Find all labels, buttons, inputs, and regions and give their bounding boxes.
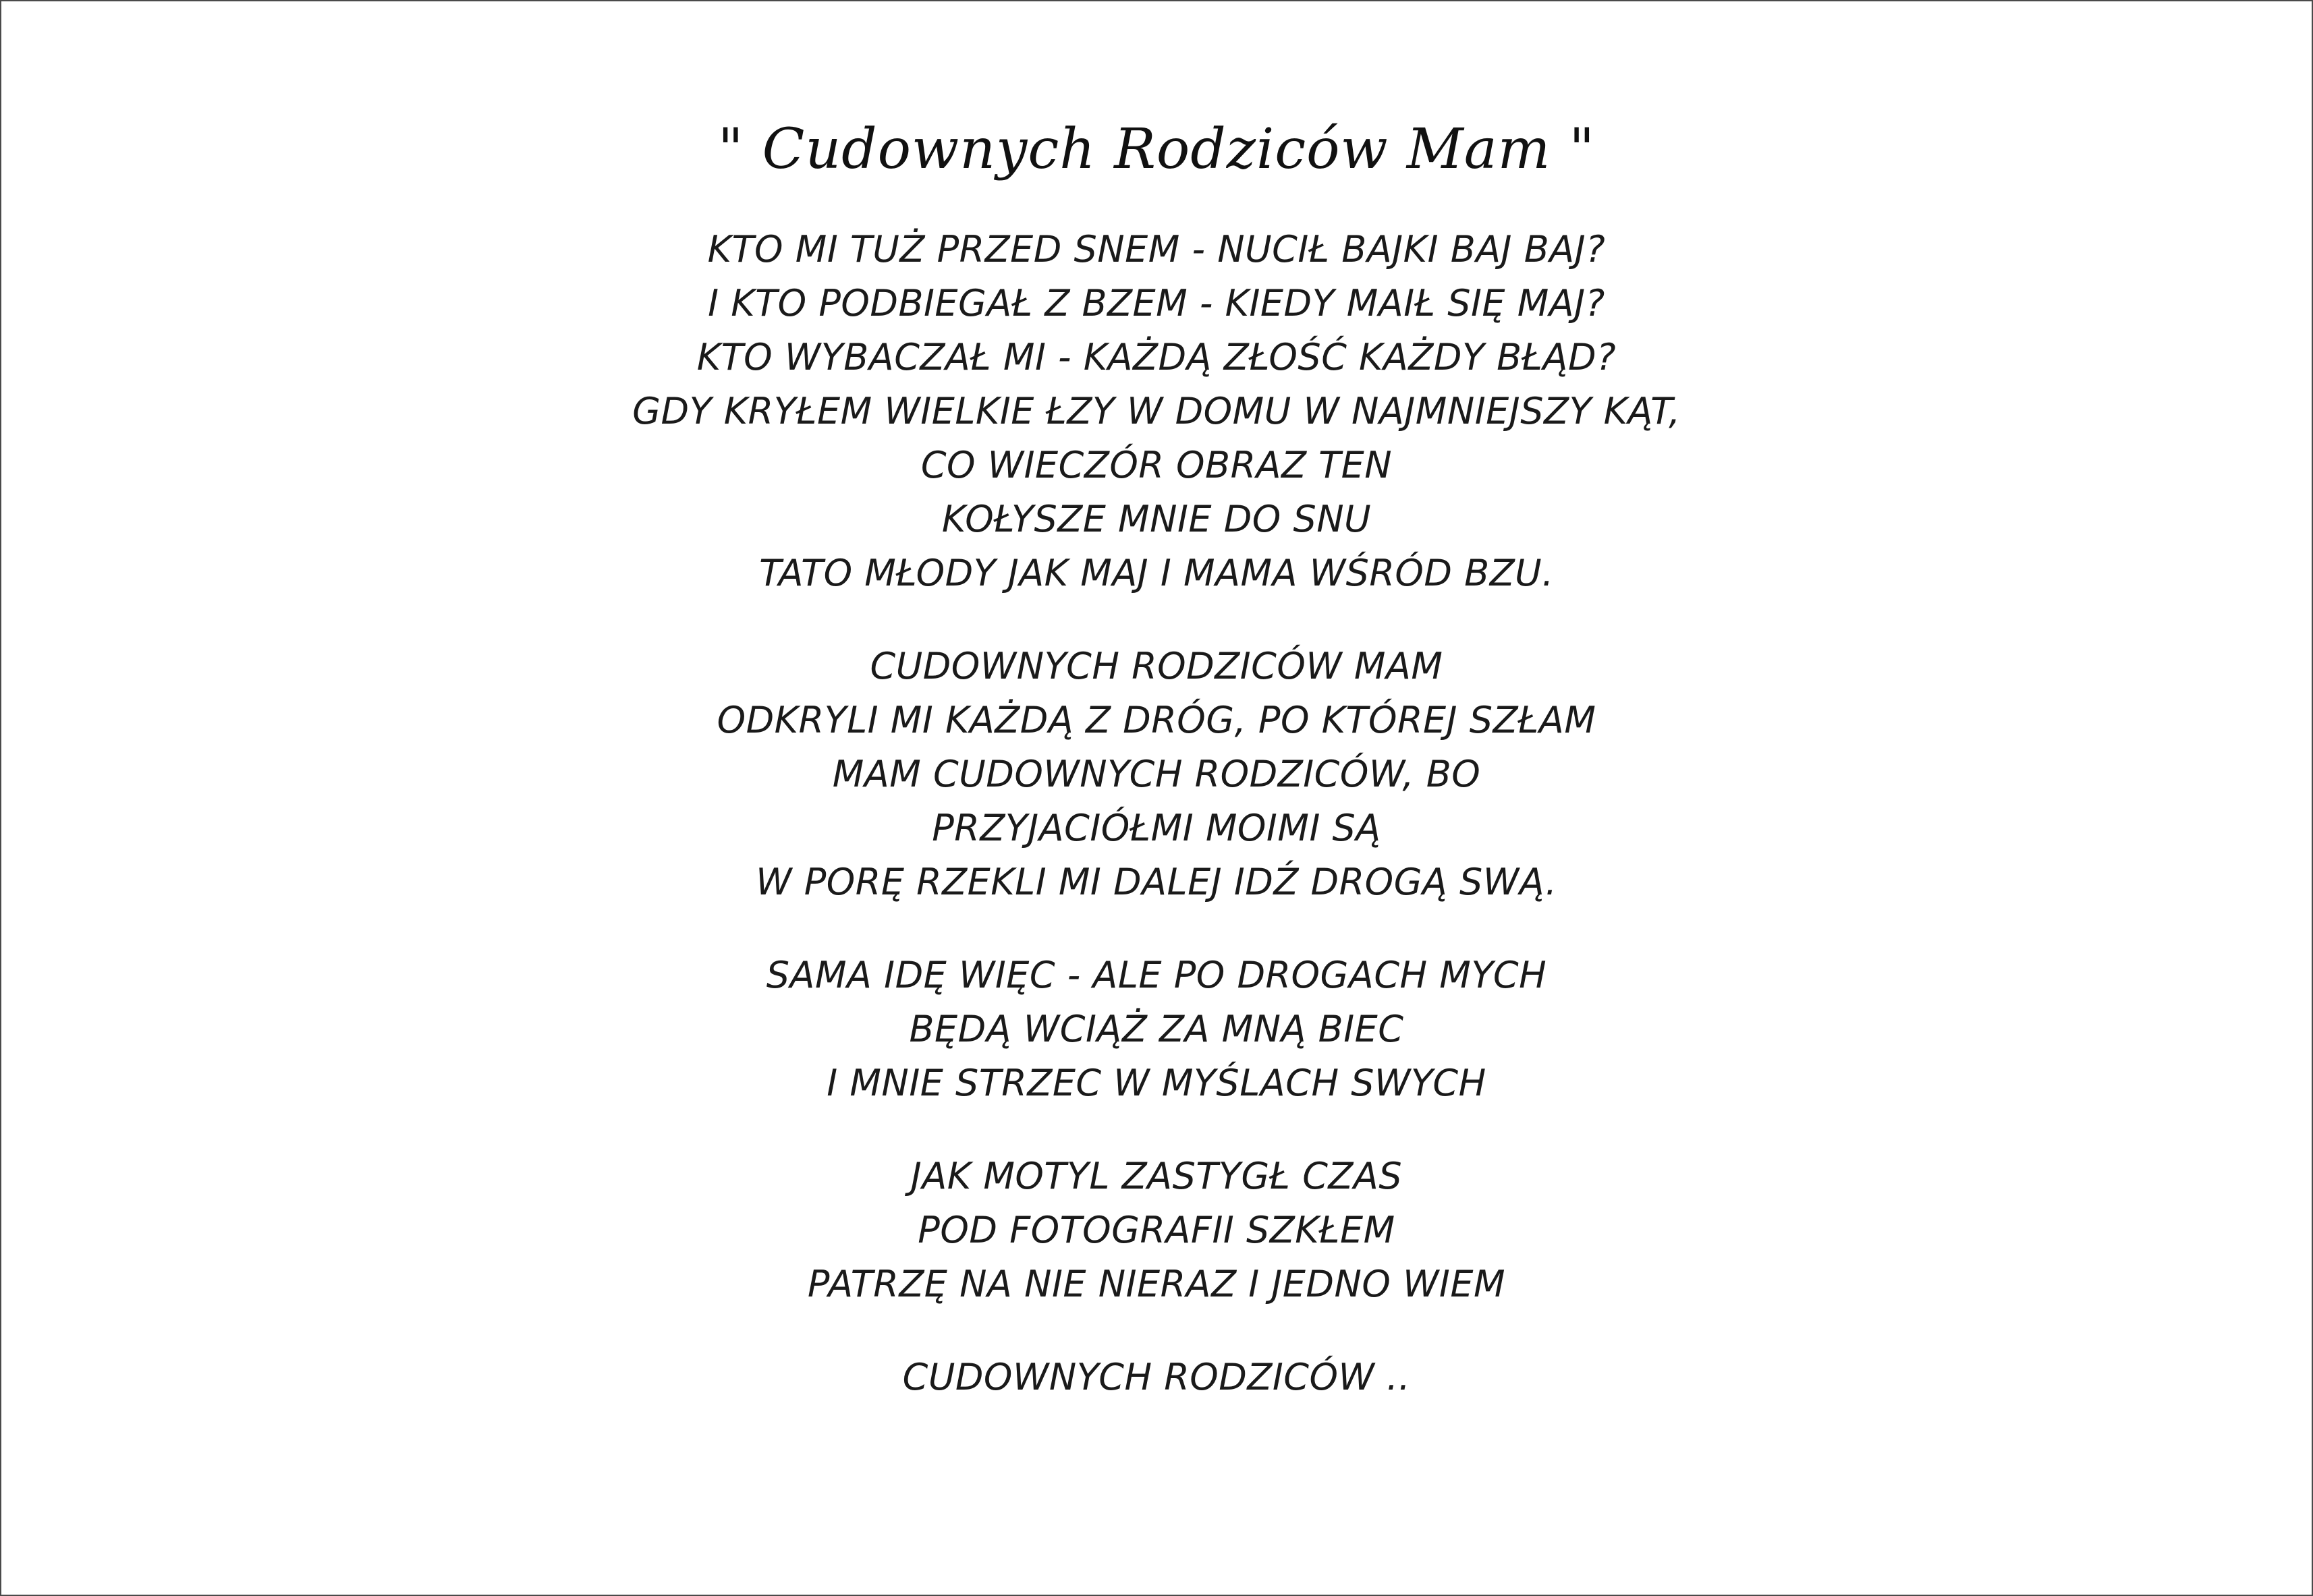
poem <box>1 116 2312 1404</box>
poem-line: W PORĘ RZEKLI MI DALEJ IDŹ DROGĄ SWĄ. <box>756 861 1557 903</box>
poem-line: SAMA IDĘ WIĘC - ALE PO DROGACH MYCH <box>766 954 1547 996</box>
poem-line: JAK MOTYL ZASTYGŁ CZAS <box>910 1155 1403 1197</box>
poem-line: BĘDĄ WCIĄŻ ZA MNĄ BIEC <box>909 1008 1404 1050</box>
stanza-4 <box>1 1149 2312 1311</box>
poem-line: MAM CUDOWNYCH RODZICÓW, BO <box>832 753 1481 795</box>
stanza-3 <box>1 948 2312 1110</box>
poem-line: PRZYJACIÓŁMI MOIMI SĄ <box>932 807 1381 849</box>
stanza-2 <box>1 639 2312 909</box>
poem-line: POD FOTOGRAFII SZKŁEM <box>918 1209 1395 1251</box>
stanza-1 <box>1 223 2312 600</box>
poem-line: KTO MI TUŻ PRZED SNEM - NUCIŁ BAJKI BAJ BAJ? <box>707 228 1606 270</box>
poem-line: PATRZĘ NA NIE NIERAZ I JEDNO WIEM <box>807 1263 1506 1305</box>
poem-line: KTO WYBACZAŁ MI - KAŻDĄ ZŁOŚĆ KAŻDY BŁĄD? <box>696 336 1617 378</box>
poem-line: GDY KRYŁEM WIELKIE ŁZY W DOMU W NAJMNIEJSZY KĄT, <box>632 390 1681 432</box>
poem-line: CUDOWNYCH RODZICÓW MAM <box>870 645 1443 687</box>
poem-title: " Cudownych Rodziców Mam " <box>717 117 1596 181</box>
poem-line: ODKRYLI MI KAŻDĄ Z DRÓG, PO KTÓREJ SZŁAM <box>717 699 1596 741</box>
poem-line: I MNIE STRZEC W MYŚLACH SWYCH <box>827 1062 1486 1104</box>
poem-line: I KTO PODBIEGAŁ Z BZEM - KIEDY MAIŁ SIĘ MAJ? <box>708 282 1605 324</box>
stanza-5 <box>1 1350 2312 1404</box>
poem-line: TATO MŁODY JAK MAJ I MAMA WŚRÓD BZU. <box>759 552 1554 594</box>
poem-line: CO WIECZÓR OBRAZ TEN <box>920 444 1393 486</box>
poem-line: KOŁYSZE MNIE DO SNU <box>941 498 1372 540</box>
poem-line: CUDOWNYCH RODZICÓW .. <box>902 1356 1411 1398</box>
